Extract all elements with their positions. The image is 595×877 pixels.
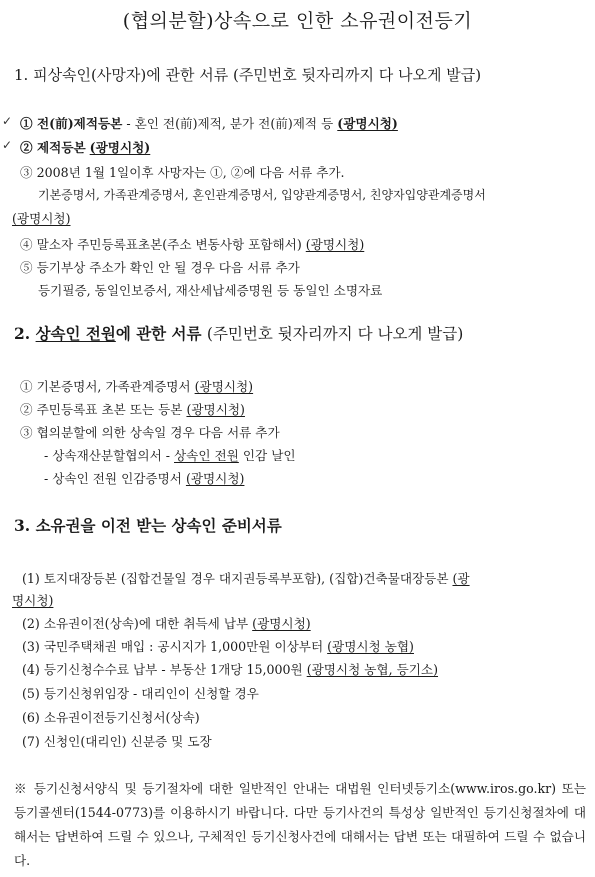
item-number: ③ [20,425,33,440]
issuer-tag: (광명시청 농협) [327,639,414,654]
section-1-item-3-tag [12,208,71,227]
heading-text: 에 관한 서류 [115,324,207,343]
section-3-item-4 [22,659,438,678]
issuer-tag: (광명시청) [337,116,398,131]
section-2-heading [14,322,463,344]
issuer-tag: (광명시청) [12,211,71,226]
item-text: (2) 소유권이전(상속)에 대한 취득세 납부 [22,616,253,631]
item-emphasis: 상속인 전원 [174,448,239,463]
section-1-item-3 [20,162,345,181]
document-title: (협의분할)상속으로 인한 소유권이전등기 [122,10,473,32]
heading-number: 2. [14,324,36,343]
item-number: ② [20,402,33,417]
section-2-item-3 [20,422,280,441]
section-3-item-6: (6) 소유권이전등기신청서(상속) [22,710,200,725]
section-3-item-7: (7) 신청인(대리인) 신분증 및 도장 [22,734,212,749]
item-number: ⑤ [20,260,33,275]
section-1-item-5 [20,257,300,276]
section-1-item-1 [20,113,398,132]
issuer-tag: (광 [452,571,470,586]
item-text: 말소자 주민등록표초본(주소 변동사항 포함해서) [36,237,306,252]
section-1-item-5-detail: 등기필증, 동일인보증서, 재산세납세증명원 등 동일인 소명자료 [38,283,383,298]
section-2-subitem-2 [44,468,244,487]
check-mark-icon: ✓ [2,114,13,128]
item-number: ② [20,140,33,155]
issuer-tag: (광명시청) [185,471,245,486]
issuer-tag: (광명시청) [194,379,254,394]
section-1-item-2 [20,137,150,156]
issuer-tag: 명시청) [12,593,54,608]
item-text: 2008년 1월 1일이후 사망자는 ①, ②에 다음 서류 추가. [36,165,345,180]
section-3-heading: 3. 소유권을 이전 받는 상속인 준비서류 [14,516,282,535]
section-3-item-2 [22,613,311,632]
item-number: ① [20,116,33,131]
section-1-item-3-list: 기본증명서, 가족관계증명서, 혼인관계증명서, 입양관계증명서, 친양자입양관계증명서 [38,188,486,202]
section-2-item-1 [20,376,253,395]
item-text: 기본증명서, 가족관계증명서 [36,379,195,394]
item-text: 전(前)제적등본 [36,116,123,131]
item-number: ③ [20,165,33,180]
item-text: (3) 국민주택채권 매입 : 공시지가 1,000만원 이상부터 [22,639,328,654]
section-3-item-5 [22,683,259,702]
item-number: ④ [20,237,33,252]
section-1-heading: 1. 피상속인(사망자)에 관한 서류 (주민번호 뒷자리까지 다 나오게 발급) [14,66,482,84]
check-mark-icon: ✓ [2,138,13,152]
issuer-tag: (광명시청) [89,140,151,155]
item-number: ① [20,379,33,394]
section-3-item-3 [22,636,414,655]
issuer-tag: (광명시청 농협, 등기소) [306,662,439,677]
section-3-item-1-wrap [12,590,53,609]
issuer-tag: (광명시청) [305,237,365,252]
item-text: 주민등록표 초본 또는 등본 [36,402,187,417]
section-2-item-2 [20,399,245,418]
guidance-note: ※ 등기신청서양식 및 등기절차에 대한 일반적인 안내는 대법원 인터넷등기소(www.iros.go.kr) 또는 등기콜센터(1544-0773)를 이용하시기 바랍니다. 다만 등기사건의 특성상 일반적인 등기신청절차에 대해서는 답변하여 드릴 수 있으나, 구체적인 등기신청사건에 대해서는 답변 또는 대필하여 드릴 수 없습니다. [14,781,586,868]
item-text: (4) 등기신청수수료 납부 - 부동산 1개당 15,000원 [22,662,307,677]
item-detail: 인감 날인 [238,448,296,463]
item-detail: - 혼인 전(前)제적, 분가 전(前)제적 등 [122,116,338,131]
issuer-tag: (광명시청) [252,616,311,631]
section-2-subitem-1 [44,445,296,464]
item-text: - 상속인 전원 인감증명서 [44,471,186,486]
item-text: 협의분할에 의한 상속일 경우 다음 서류 추가 [36,425,280,440]
item-text: (5) 등기신청위임장 [22,686,130,701]
section-1-item-4 [20,234,364,253]
issuer-tag: (광명시청) [186,402,245,417]
section-3-item-1 [22,568,470,587]
heading-emphasis: 상속인 전원 [35,324,116,343]
item-detail: - 대리인이 신청할 경우 [129,686,259,701]
item-text: - 상속재산분할협의서 - [44,448,175,463]
item-text: 제적등본 [36,140,86,155]
heading-note: (주민번호 뒷자리까지 다 나오게 발급) [206,325,464,343]
item-text: (1) 토지대장등본 (집합건물일 경우 대지권등록부포함), (집합)건축물대장등본 [22,571,453,586]
item-text: 등기부상 주소가 확인 안 될 경우 다음 서류 추가 [36,260,300,275]
